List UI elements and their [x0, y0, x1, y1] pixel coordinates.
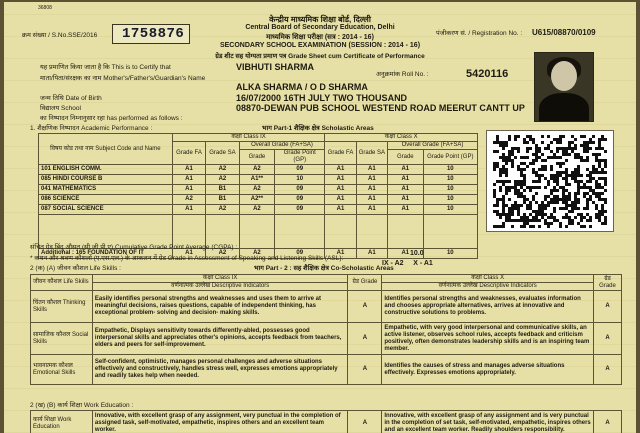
- ix-grade: A2: [239, 185, 275, 195]
- overall-header-x: Overall Grade (FA+SA): [388, 142, 478, 150]
- x-indicator: Identifies the causes of stress and manages adverse situations effectively. Expresses emotions appropriately.: [382, 355, 594, 385]
- x-grade: A1: [388, 205, 424, 215]
- subject-name: 087 SOCIAL SCIENCE: [39, 205, 173, 215]
- x-grade: A1: [388, 195, 424, 205]
- asl-value: IX - A2 X - A1: [382, 260, 433, 267]
- grade-sa-header-x: Grade SA: [356, 142, 387, 165]
- roll-number: 5420116: [466, 68, 509, 80]
- overall-header: Overall Grade (FA+SA): [239, 142, 325, 150]
- ix-gp: 09: [275, 249, 325, 259]
- ix-gp: 09: [275, 185, 325, 195]
- ix-sa: A2: [206, 175, 239, 185]
- registration-label: पंजीकरण सं. / Registration No. :: [436, 30, 523, 37]
- grade-header: ग्रेड Grade: [348, 275, 382, 291]
- ix-sa: A2: [206, 249, 239, 259]
- work-education-label: 2 (ख) (B) कार्य शिक्षा Work Education :: [30, 402, 134, 409]
- ix-indicator: Easily identifies personal strengths and weaknesses and uses them to arrive at meaningful decisions, raises questions, capable of independent thinking, has exceptional problem- solving and decision- making skills.: [92, 291, 348, 323]
- ix-fa: A1: [172, 165, 205, 175]
- desc-header-x: वर्णनात्मक उल्लेख Descriptive Indicators: [382, 283, 594, 291]
- table-row: [39, 175, 478, 185]
- exam-english: SECONDARY SCHOOL EXAMINATION (SESSION : 2014 - 16): [219, 42, 421, 49]
- subject-name: 101 ENGLISH COMM.: [39, 165, 173, 175]
- x-grade: A: [594, 323, 622, 355]
- x-indicator: Identifies personal strengths and weaknesses, evaluates information and chooses appropriate alternatives, arrives at innovative and constructive solutions to problems.: [382, 291, 594, 323]
- grade-header-x: Grade: [388, 150, 424, 165]
- qr-code: [486, 130, 614, 232]
- ix-sa: A2: [206, 165, 239, 175]
- ix-gp: 09: [275, 205, 325, 215]
- ix-fa: A1: [172, 185, 205, 195]
- table-row: [39, 165, 478, 175]
- academic-section-label: 1. शैक्षणिक निष्पादन Academic Performance :: [30, 125, 153, 132]
- table-row: [31, 323, 622, 355]
- skill-name: सामाजिक कौशल Social Skills: [31, 323, 93, 355]
- board-english: Central Board of Secondary Education, Delhi: [245, 24, 395, 31]
- gp-header-x: Grade Point (GP): [423, 150, 477, 165]
- x-sa: A1: [356, 165, 387, 175]
- life-skills-label: 2 (क) (A) जीवन कौशल Life Skills :: [30, 265, 121, 272]
- x-fa: A1: [325, 185, 356, 195]
- x-sa: A1: [356, 205, 387, 215]
- subject-name: 041 MATHEMATICS: [39, 185, 173, 195]
- small-code: 36808: [38, 5, 52, 11]
- ix-gp: 09: [275, 165, 325, 175]
- ix-grade: A: [348, 411, 382, 433]
- ix-grade: A: [348, 355, 382, 385]
- gp-header: Grade Point (GP): [275, 150, 325, 165]
- ix-fa: A1: [172, 205, 205, 215]
- table-row: [31, 355, 622, 385]
- ix-gp: 09: [275, 195, 325, 205]
- ix-grade: A: [348, 291, 382, 323]
- ix-indicator: Self-confident, optimistic, manages personal challenges and adverse situations effectively and constructively, handles stress well, expresses emotions appropriately and readily takes help when needed.: [92, 355, 348, 385]
- ix-fa: A1: [172, 175, 205, 185]
- x-indicator: Empathetic, with very good interpersonal and communicative skills, an active listener, observes school rules, accepts feedback and criticism positively, often demonstrates leadership skills and is an inspiring team member.: [382, 323, 594, 355]
- ix-sa: B1: [206, 185, 239, 195]
- additional-label: Additional :: [41, 250, 74, 256]
- serial-number: 1758876: [122, 26, 185, 42]
- grade-sheet: [4, 2, 636, 433]
- school-label: विद्यालय School: [40, 105, 81, 112]
- ix-gp: 10: [275, 175, 325, 185]
- skill-name: भावनात्मक कौशल Emotional Skills: [31, 355, 93, 385]
- x-sa: A1: [356, 185, 387, 195]
- ix-indicator: Empathetic, Displays sensitivity towards differently-abled, possesses good interpersonal skills and appreciates other's opinions, accepts feedback from teachers, elders and peers for self-improvement.: [92, 323, 348, 355]
- board-hindi: केन्द्रीय माध्यमिक शिक्षा बोर्ड, दिल्ली: [269, 15, 371, 24]
- x-grade: A1: [388, 249, 424, 259]
- class-x-header: कक्षा Class X: [382, 275, 594, 283]
- qr-pattern: [487, 131, 613, 231]
- x-grade: A1: [388, 165, 424, 175]
- ix-grade: A1**: [239, 175, 275, 185]
- x-gp: 10: [423, 165, 477, 175]
- work-education-table: [30, 410, 622, 433]
- x-grade: A1: [388, 175, 424, 185]
- ix-grade: A2: [239, 165, 275, 175]
- co-scholastic-table: [30, 274, 622, 385]
- parents-label: माता/पिता/संरक्षक का नाम Mother's/Father's/Guardian's Name: [40, 75, 206, 82]
- class-ix-header: कक्षा Class IX: [92, 275, 348, 283]
- cgpa-value: 10.0: [410, 250, 424, 257]
- x-fa: A1: [325, 249, 356, 259]
- x-grade: A: [594, 291, 622, 323]
- registration-number: U615/08870/0109: [532, 28, 596, 37]
- scholastic-title: भाग Part-1 शैक्षिक क्षेत्र Scholastic Areas: [262, 125, 374, 132]
- x-fa: A1: [325, 165, 356, 175]
- sr-no-label: क्रम संख्या / S.No.SSE/2016: [22, 32, 98, 39]
- grade-header: Grade: [239, 150, 275, 165]
- class-ix-header: कक्षा Class IX: [172, 134, 325, 142]
- ix-indicator: Innovative, with excellent grasp of any assignment, very punctual in the completion of assigned task, self-motivated, empathetic, inspires others and an excellent team worker.: [92, 411, 348, 433]
- x-gp: 10: [423, 195, 477, 205]
- ix-grade: A2: [239, 205, 275, 215]
- x-sa: A1: [356, 195, 387, 205]
- performed-label: का निष्पादन निम्नानुसार रहा has performed as follows :: [40, 115, 183, 122]
- ix-fa: A1: [172, 249, 205, 259]
- ix-grade: A: [348, 323, 382, 355]
- table-row: [31, 291, 622, 323]
- candidate-photo: [534, 52, 594, 122]
- table-row: [39, 195, 478, 205]
- scholastic-table: [38, 133, 478, 259]
- x-sa: A1: [356, 175, 387, 185]
- desc-header: वर्णनात्मक उल्लेख Descriptive Indicators: [92, 283, 348, 291]
- certify-label: यह प्रमाणित किया जाता है कि This is to Certify that: [40, 64, 171, 71]
- grade-fa-header-x: Grade FA: [325, 142, 356, 165]
- x-gp: 10: [423, 205, 477, 215]
- x-fa: A1: [325, 195, 356, 205]
- grade-fa-header: Grade FA: [172, 142, 205, 165]
- table-row: [31, 411, 622, 433]
- subject-name: 085 HINDI COURSE B: [39, 175, 173, 185]
- x-indicator: Innovative, with excellent grasp of any assignment and is very punctual in the completion of set task, self-motivated, empathetic, inspires others and an excellent team worker. Readily shoulders responsibility.: [382, 411, 594, 433]
- x-fa: A1: [325, 205, 356, 215]
- x-gp: 10: [423, 185, 477, 195]
- ix-grade: A2: [239, 249, 275, 259]
- subject-header: विषय कोड तथा नाम Subject Code and Name: [39, 134, 173, 165]
- candidate-name: VIBHUTI SHARMA: [236, 62, 314, 72]
- asl-label: * कथन और श्रवण कौशलों (ए.एस.एल.) के आकलन में ग्रेड Grade in Assessment of Speaking and Listening Skills (ASL):: [30, 255, 344, 262]
- parents-name: ALKA SHARMA / O D SHARMA: [236, 82, 368, 92]
- table-row: [39, 185, 478, 195]
- grade-header-x: ग्रेड Grade: [594, 275, 622, 291]
- certificate-title: ग्रेड शीट सह योग्यता प्रमाण पत्र Grade Sheet cum Certificate of Performance: [215, 53, 425, 60]
- table-row: [39, 205, 478, 215]
- ix-fa: A2: [172, 195, 205, 205]
- x-gp: 10: [423, 249, 477, 259]
- skill-name: चिंतन कौशल Thinking Skills: [31, 291, 93, 323]
- grade-sa-header: Grade SA: [206, 142, 239, 165]
- x-grade: A: [594, 411, 622, 433]
- roll-label: अनुक्रमांक Roll No. :: [376, 71, 429, 78]
- x-gp: 10: [423, 175, 477, 185]
- life-skills-header: जीवन कौशल Life Skills: [31, 275, 93, 291]
- school-name: 08870-DEWAN PUB SCHOOL WESTEND ROAD MEERUT CANTT UP: [236, 103, 525, 113]
- subject-name: 165 FOUNDATION OF IT: [75, 250, 144, 256]
- cgpa-label: संचित ग्रेड बिंदु औसत (सी.जी.पी.ए) Cumulative Grade Point Average (CGPA) :: [30, 244, 238, 251]
- skill-name: कार्य शिक्षा Work Education: [31, 411, 93, 433]
- ix-sa: B1: [206, 195, 239, 205]
- dob-label: जन्म तिथि Date of Birth: [40, 95, 102, 102]
- x-fa: A1: [325, 175, 356, 185]
- x-sa: A1: [356, 249, 387, 259]
- x-grade: A1: [388, 185, 424, 195]
- x-grade: A: [594, 355, 622, 385]
- ix-sa: A2: [206, 205, 239, 215]
- co-scholastic-title: भाग Part - 2 : सह शैक्षिक क्षेत्र Co-Scholastic Areas: [254, 265, 394, 272]
- ix-grade: A2**: [239, 195, 275, 205]
- subject-name: 086 SCIENCE: [39, 195, 173, 205]
- date-of-birth: 16/07/2000 16TH JULY TWO THOUSAND: [236, 93, 408, 103]
- exam-hindi: माध्यमिक शिक्षा परीक्षा (सत्र : 2014 - 16): [266, 34, 374, 41]
- class-x-header: कक्षा Class X: [325, 134, 478, 142]
